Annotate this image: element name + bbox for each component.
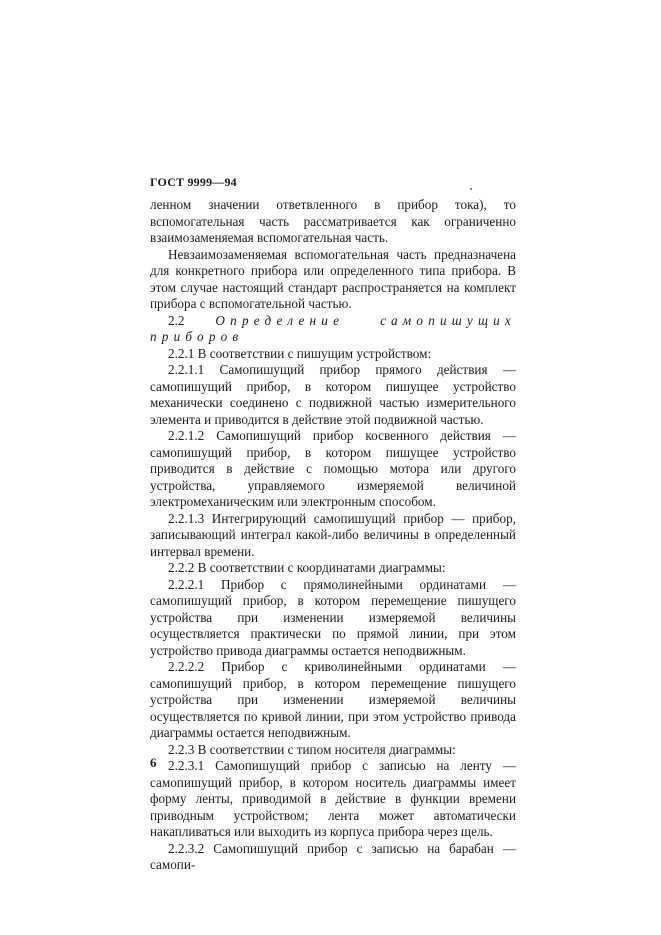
document-header: ГОСТ 9999—94 xyxy=(150,175,237,189)
paragraph: 2.2.1.2 Самопишущий прибор косвенного действия — самопишущий прибор, в котором пишущее устройство приводится в действие с помощью мотора или другого устройства, управляемого измеряемой величиной электромеханическим или электронным способом. xyxy=(150,428,516,509)
paragraph: Невзаимозаменяемая вспомогательная часть предназначена для конкретного прибора или определенного типа прибора. В этом случае настоящий стандарт распространяется на комплект прибора с вспомогательной частью. xyxy=(150,246,516,311)
speck-mark xyxy=(470,188,472,190)
section-number: 2.2 xyxy=(168,312,185,328)
paragraph: 2.2.3 В соответствии с типом носителя диаграммы: xyxy=(168,741,456,757)
paragraph: 2.2.3.1 Самопишущий прибор с записью на ленту — самопишущий прибор, в котором носитель диаграммы имеет форму ленты, приводимой в действие в функции времени приводным устройством; лента может автоматически накапливаться или выходить из корпуса прибора через щель. xyxy=(150,758,516,839)
paragraph: 2.2.2.1 Прибор с прямолинейными ординатами — самопишущий прибор, в котором перемещение пишущего устройства при изменении измеряемой величины осуществляется практически по прямой линии, при этом устройство привода диаграммы остается неподвижным. xyxy=(150,576,516,658)
section-title: Определение самопишущих приборов xyxy=(150,312,516,344)
paragraph: 2.2.1 В соответствии с пишущим устройством: xyxy=(168,345,432,361)
page-number: 6 xyxy=(150,755,157,770)
paragraph: 2.2.1.3 Интегрирующий самопишущий прибор — прибор, записывающий интеграл какой-либо величины в определенный интервал времени. xyxy=(150,510,516,559)
paragraph: 2.2.3.2 Самопишущий прибор с записью на барабан — самопи- xyxy=(150,840,516,872)
section-heading xyxy=(150,313,516,346)
paragraph: 2.2.1.1 Самопишущий прибор прямого действия — самопишущий прибор, в котором пишущее устройство механически соединено с подвижной частью измерительного элемента и приводится в действие этой подвижной частью. xyxy=(150,362,516,427)
paragraph: 2.2.2.2 Прибор с криволинейными ординатами — самопишущий прибор, в котором перемещение пишущего устройства при изменении измеряемой величины осуществляется по кривой линии, при этом устройство привода диаграммы остается неподвижным. xyxy=(150,659,516,740)
paragraph: ленном значении ответвленного в прибор тока), то вспомогательная часть рассматривается как ограниченно взаимозаменяемая вспомогательная часть. xyxy=(150,197,516,245)
paragraph: 2.2.2 В соответствии с координатами диаграммы: xyxy=(168,560,446,575)
document-body xyxy=(150,197,516,874)
